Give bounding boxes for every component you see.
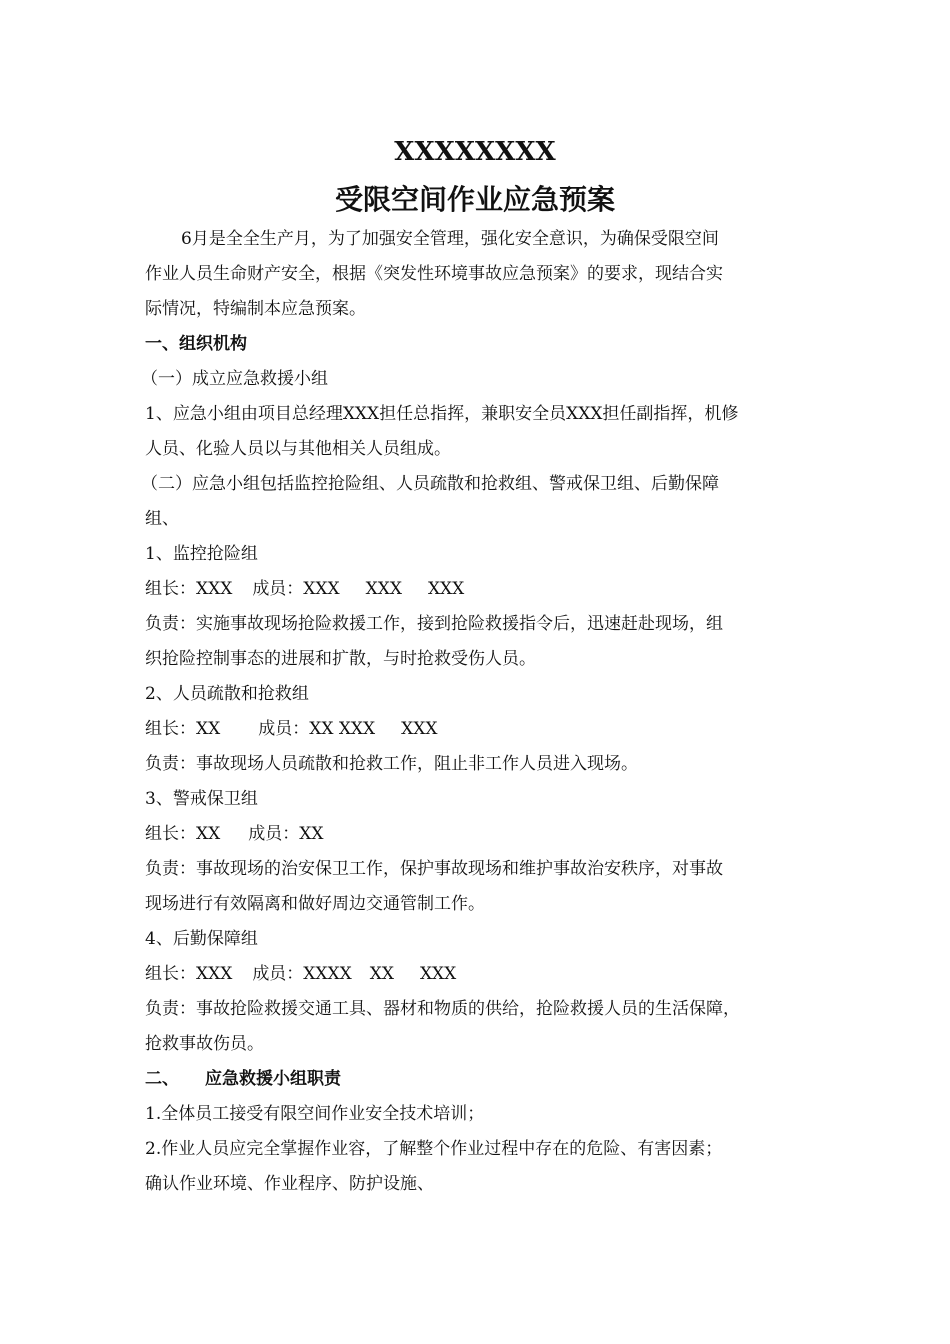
group-4-leader: 组长：XXX (145, 964, 233, 984)
group-2-name: 2、人员疏散和抢救组 (145, 684, 309, 704)
document-body (141, 222, 820, 1202)
section2-item-3: 确认作业环境、作业程序、防护设施、 (145, 1174, 434, 1194)
document-title-code: XXXXXXXX (394, 137, 556, 167)
group-3-duty-line-2: 现场进行有效隔离和做好周边交通管制工作。 (145, 894, 485, 914)
group-1-member-3: XXX (427, 579, 465, 599)
group-3-name: 3、警戒保卫组 (145, 789, 258, 809)
group-1-name: 1、监控抢险组 (145, 544, 258, 564)
group-2-member-2: XXX (401, 719, 438, 739)
section1-sub2-line-1: （二）应急小组包括监控抢险组、人员疏散和抢救组、警戒保卫组、后勤保障 (141, 474, 719, 494)
group-1-roster (145, 572, 820, 607)
section1-heading: 一、组织机构 (145, 334, 247, 354)
group-1-member-2: XXX (365, 579, 402, 599)
section1-p1-line-1: 1、应急小组由项目总经理XXX担任总指挥，兼职安全员XXX担任副指挥，机修 (145, 404, 739, 424)
intro-line-1: 6月是全全生产月，为了加强安全管理，强化安全意识，为确保受限空间 (181, 229, 719, 249)
section2-item-2: 2.作业人员应完全掌握作业容，了解整个作业过程中存在的危险、有害因素； (145, 1139, 723, 1159)
group-1-member-1: 成员：XXX (252, 579, 340, 599)
group-3-roster (145, 817, 820, 852)
section2-item-1: 1.全体员工接受有限空间作业安全技术培训； (145, 1104, 485, 1124)
group-3-member-1: 成员：XX (248, 824, 324, 844)
group-4-duty-line-1: 负责：事故抢险救援交通工具、器材和物质的供给，抢险救援人员的生活保障， (145, 999, 740, 1019)
intro-line-2: 作业人员生命财产安全，根据《突发性环境事故应急预案》的要求，现结合实 (145, 264, 723, 284)
group-4-roster (145, 957, 820, 992)
group-4-duty-line-2: 抢救事故伤员。 (145, 1034, 264, 1054)
document-title: 受限空间作业应急预案 (334, 183, 615, 216)
section1-sub2-line-2: 组、 (145, 509, 179, 529)
group-3-duty-line-1: 负责：事故现场的治安保卫工作，保护事故现场和维护事故治安秩序，对事故 (145, 859, 723, 879)
section2-heading (145, 1062, 820, 1097)
section1-p1-line-2: 人员、化验人员以与其他相关人员组成。 (145, 439, 451, 459)
intro-line-3: 际情况，特编制本应急预案。 (145, 299, 366, 319)
section1-sub1: （一）成立应急救援小组 (141, 369, 328, 389)
group-2-member-1: 成员：XX XXX (258, 719, 376, 739)
group-2-roster (145, 712, 820, 747)
group-3-leader: 组长：XX (145, 824, 221, 844)
section2-heading-text: 应急救援小组职责 (205, 1069, 341, 1089)
group-2-leader: 组长：XX (145, 719, 221, 739)
group-2-duty-line-1: 负责：事故现场人员疏散和抢救工作，阻止非工作人员进入现场。 (145, 754, 638, 774)
group-1-leader: 组长：XXX (145, 579, 233, 599)
group-4-name: 4、后勤保障组 (145, 929, 258, 949)
group-4-member-1: 成员：XXXX (252, 964, 352, 984)
section2-heading-number: 二、 (145, 1069, 179, 1089)
group-1-duty-line-2: 织抢险控制事态的进展和扩散，与时抢救受伤人员。 (145, 649, 536, 669)
group-1-duty-line-1: 负责：实施事故现场抢险救援工作，接到抢险救援指令后，迅速赶赴现场，组 (145, 614, 723, 634)
group-4-member-2: XX (369, 964, 394, 984)
group-4-member-3: XXX (419, 964, 457, 984)
